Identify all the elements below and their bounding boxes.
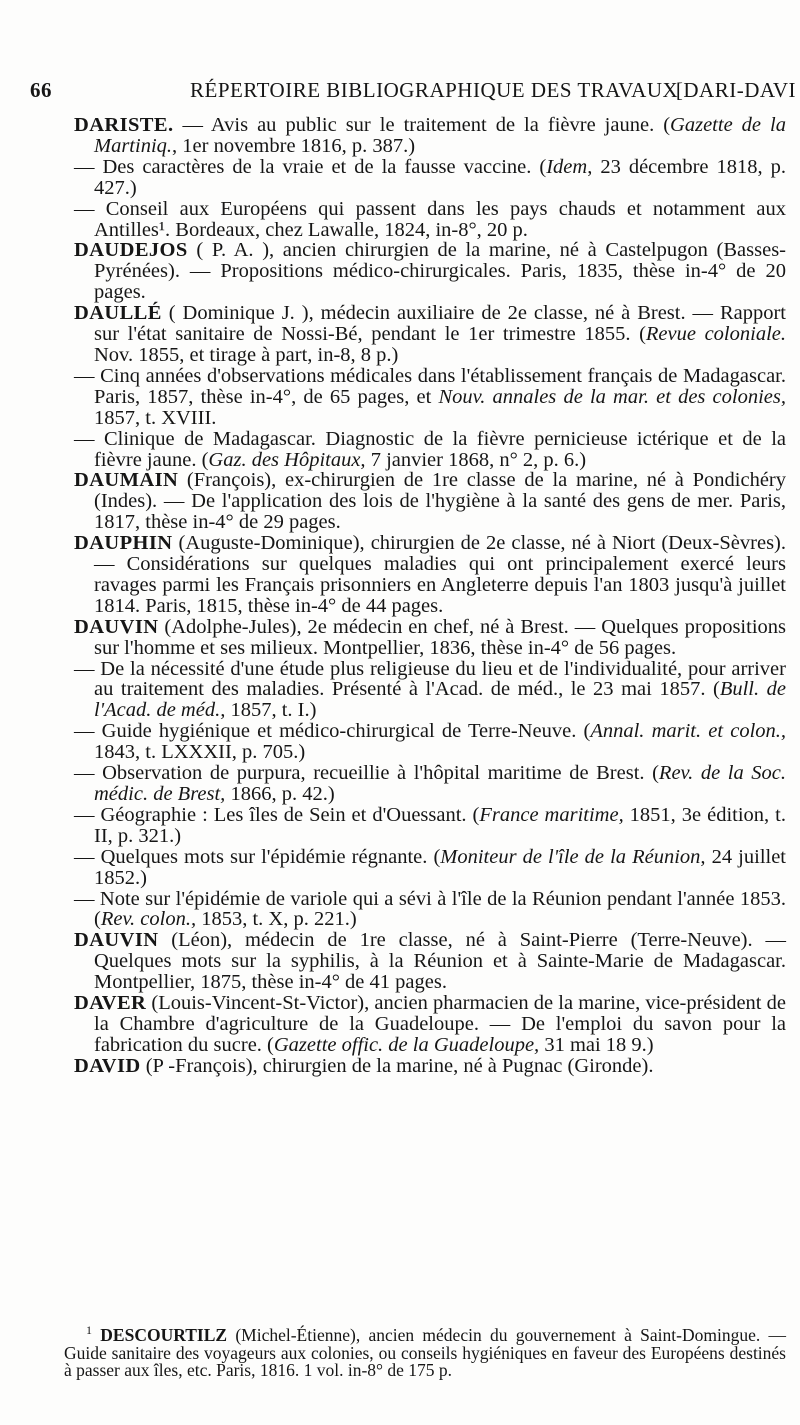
bibliography-entry — [74, 993, 786, 1056]
bibliography-entry — [74, 429, 786, 471]
entry-text: (Auguste-Dominique), chirurgien de 2e classe, né à Niort (Deux-Sèvres). — Considérations sur quelques maladies qui ont principalement exercé leurs ravages parmi les Français prisonniers en Angleterre depuis l'an 1803 jusqu'à juillet 1814. Paris, 1815, thèse in-4° de 44 pages. — [94, 532, 786, 617]
entry-citation: Rev. de la Soc. médic. de Brest, — [94, 762, 786, 805]
entry-text-tail: 31 mai 18 9.) — [539, 1033, 654, 1056]
entry-text: ( P. A. ), ancien chirurgien de la marine, né à Castelpugon (Basses-Pyrénées). — Propositions médico-chirurgicales. Paris, 1835, thèse in-4° de 20 pages. — [94, 239, 786, 304]
entry-author: DAULLÉ — [74, 302, 162, 325]
entry-text: (Adolphe-Jules), 2e médecin en chef, né à Brest. — Quelques propositions sur l'homme et ses milieux. Montpellier, 1836, thèse in-4° de 56 pages. — [94, 615, 786, 659]
footnote — [64, 1323, 786, 1381]
footnote-text: (Michel-Étienne), ancien médecin du gouvernement à Saint-Domingue. — Guide sanitaire des voyageurs aux colonies, ou conseils hygiéniques en faveur des Européens destinés à passer aux îles, etc. Paris, 1816. 1 vol. in-8° de 175 p. — [64, 1325, 786, 1381]
entry-author: DAUVIN — [74, 929, 159, 952]
bibliography-entry — [74, 617, 786, 659]
entry-text: (Louis-Vincent-St-Victor), ancien pharmacien de la marine, vice-président de la Chambre d'agriculture de la Guadeloupe. — De l'emploi du savon pour la fabrication du sucre. ( — [94, 992, 786, 1056]
bibliography-entry — [74, 533, 786, 617]
bibliography-entry — [74, 889, 786, 931]
entry-author: DAUMAIN — [74, 469, 179, 492]
entry-text: — Avis au public sur le traitement de la fièvre jaune. ( — [173, 114, 671, 136]
entry-citation: Revue coloniale. — [645, 323, 786, 346]
entry-text: — Géographie : Les îles de Sein et d'Ouessant. ( — [74, 803, 480, 826]
bibliography-entry — [74, 157, 786, 199]
entry-citation: Idem — [546, 155, 588, 178]
entry-text-tail: , 23 décembre 1818, p. 427.) — [94, 155, 787, 199]
running-title: RÉPERTOIRE BIBLIOGRAPHIQUE DES TRAVAUX — [190, 78, 679, 102]
entry-text: (François), ex-chirurgien de 1re classe de la marine, né à Pondichéry (Indes). — De l'application des lois de l'hygiène à la santé des gens de mer. Paris, 1817, thèse in-4° de 29 pages. — [94, 469, 786, 534]
entry-text: — Conseil aux Européens qui passent dans les pays chauds et notamment aux Antilles¹. Bordeaux, chez Lawalle, 1824, in-8°, 20 p. — [74, 197, 786, 241]
bibliography-entry — [74, 303, 786, 366]
entry-text-tail: Nov. 1855, et tirage à part, in-8, 8 p.) — [94, 343, 399, 366]
page-number: 66 — [30, 78, 52, 102]
entry-text: — Quelques mots sur l'épidémie régnante. ( — [74, 845, 441, 868]
bibliography-entry — [74, 199, 786, 241]
entry-text-tail: 1843, t. LXXXII, p. 705.) — [94, 741, 306, 764]
entry-author: DARISTE. — [74, 114, 174, 136]
entry-author: DAUVIN — [74, 615, 159, 638]
footnote-area — [64, 1323, 786, 1381]
entry-text-tail: 1857, t. XVIII. — [94, 406, 217, 429]
bibliography-entry — [74, 470, 786, 533]
bibliography-entry — [74, 115, 786, 157]
bibliography-entry — [74, 659, 786, 722]
entry-text-tail: 1866, p. 42.) — [225, 783, 335, 805]
entry-text: — Observation de purpura, recueillie à l'hôpital maritime de Brest. ( — [74, 762, 659, 785]
entry-text: — Guide hygiénique et médico-chirurgical de Terre-Neuve. ( — [74, 720, 591, 743]
entry-text: — Clinique de Madagascar. Diagnostic de la fièvre pernicieuse ictérique et de la fièvre jaune. ( — [74, 427, 786, 471]
entry-citation: Nouv. annales de la mar. et des colonies, — [438, 385, 786, 408]
entry-text-tail: , 1er novembre 1816, p. 387.) — [172, 134, 416, 157]
entry-citation: Gazette de la Martiniq. — [94, 114, 786, 157]
entry-author: DAUPHIN — [74, 532, 173, 555]
bibliography-entry — [74, 1056, 786, 1077]
bibliography-entry — [74, 763, 786, 805]
entry-citation: Annal. marit. et colon., — [590, 720, 787, 743]
entry-citation: Gaz. des Hôpitaux, — [208, 448, 366, 471]
bibliography-entries — [74, 115, 786, 1077]
entry-text: — De la nécessité d'une étude plus religieuse du lieu et de l'individualité, pour arriver au traitement des maladies. Présenté à l'Acad. de méd., le 23 mai 1857. ( — [74, 657, 786, 701]
entry-text: ( Dominique J. ), médecin auxiliaire de 2e classe, né à Brest. — Rapport sur l'état sanitaire de Nossi-Bé, pendant le 1er trimestre 1855. ( — [94, 302, 786, 346]
bibliography-entry — [74, 847, 786, 889]
entry-text-tail: 1853, t. X, p. 221.) — [196, 908, 357, 931]
bibliography-entry — [74, 805, 786, 847]
entry-text: (Léon), médecin de 1re classe, né à Saint-Pierre (Terre-Neuve). — Quelques mots sur la syphilis, à la Réunion et à Sainte-Marie de Madagascar. Montpellier, 1875, thèse in-4° de 41 pages. — [94, 929, 786, 994]
bibliography-entry — [74, 721, 786, 763]
entry-citation: Rev. colon., — [100, 908, 197, 931]
entry-author: DAVID — [74, 1054, 141, 1077]
entry-text: — Note sur l'épidémie de variole qui a sévi à l'île de la Réunion pendant l'année 1853. ( — [74, 887, 786, 931]
entry-citation: Moniteur de l'île de la Réunion, — [440, 845, 706, 868]
entry-text-tail: 1857, t. I.) — [225, 699, 317, 722]
entry-author: DAVER — [74, 992, 147, 1015]
entry-author: DAUDEJOS — [74, 239, 188, 262]
running-header — [30, 74, 796, 108]
bibliography-entry — [74, 930, 786, 993]
entry-citation: Bull. de l'Acad. de méd., — [94, 678, 786, 722]
entry-text: (P -François), chirurgien de la marine, né à Pugnac (Gironde). — [140, 1054, 654, 1077]
entry-citation: France maritime, — [479, 803, 624, 826]
footnote-marker: 1 — [86, 1323, 92, 1338]
bibliography-entry — [74, 240, 786, 303]
bibliography-entry — [74, 366, 786, 429]
entry-text-tail: 7 janvier 1868, n° 2, p. 6.) — [365, 448, 587, 471]
footnote-author: DESCOURTILZ — [100, 1325, 228, 1345]
entry-text-tail: 1851, 3e édition, t. II, p. 321.) — [94, 803, 786, 847]
entry-text: — Cinq années d'observations médicales dans l'établissement français de Madagascar. Paris, 1857, thèse in-4°, de 65 pages, et — [74, 364, 786, 408]
entry-citation: Gazette offic. de la Guadeloupe, — [273, 1033, 540, 1056]
entry-text: — Des caractères de la vraie et de la fausse vaccine. ( — [74, 155, 547, 178]
entry-text-tail: 24 juillet 1852.) — [94, 845, 786, 889]
entry-range: [DARI-DAVI — [675, 78, 796, 102]
